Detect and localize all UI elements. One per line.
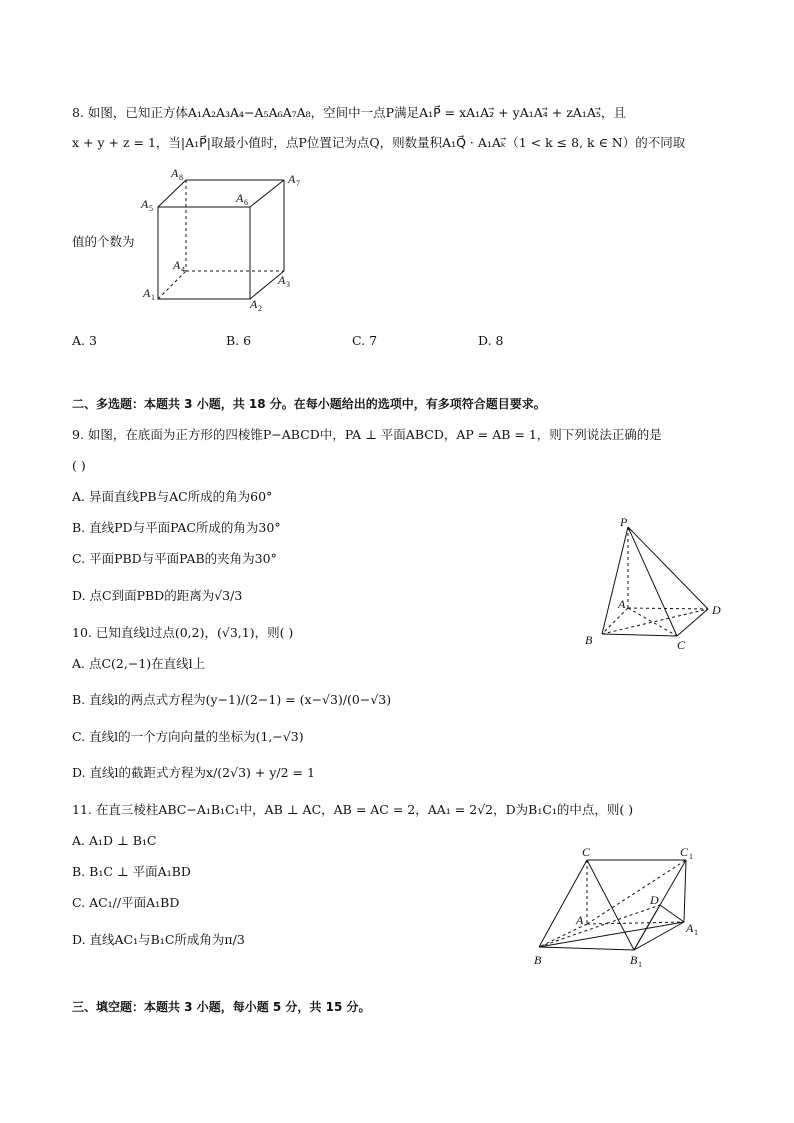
q10-stem: 10. 已知直线l过点(0,2)，(√3,1)，则( ) — [72, 625, 294, 640]
q9-option-b: B. 直线PD与平面PAC所成的角为30° — [72, 520, 281, 535]
label-a4-sub: 4 — [181, 265, 185, 274]
label-b1-sub: 1 — [638, 960, 642, 969]
label-b: B — [585, 633, 593, 647]
q10-option-c: C. 直线l的一个方向向量的坐标为(1,−√3) — [72, 729, 304, 744]
label-a8-sub: 8 — [179, 173, 183, 182]
label-p: P — [620, 515, 628, 529]
q11-option-a: A. A₁D ⊥ B₁C — [72, 833, 157, 848]
q8-option-c: C. 7 — [352, 333, 378, 348]
label-a6: A — [236, 191, 244, 205]
label-d: D — [650, 893, 659, 907]
label-b1: B — [630, 953, 638, 967]
section3-heading: 三、填空题：本题共 3 小题，每小题 5 分，共 15 分。 — [72, 1000, 371, 1014]
label-a1-sub: 1 — [151, 293, 155, 302]
label-a: A — [576, 913, 584, 927]
q10-option-d: D. 直线l的截距式方程为x/(2√3) + y/2 = 1 — [72, 765, 315, 780]
label-a3-sub: 3 — [286, 280, 290, 289]
label-a5-sub: 5 — [149, 204, 153, 213]
q8-option-b: B. 6 — [226, 333, 252, 348]
q8-stem-line3: 值的个数为 — [72, 234, 135, 249]
q11-option-d: D. 直线AC₁与B₁C所成角为π/3 — [72, 932, 245, 947]
label-a7-sub: 7 — [296, 179, 300, 188]
label-a6-sub: 6 — [244, 198, 248, 207]
q9-option-c: C. 平面PBD与平面PAB的夹角为30° — [72, 551, 277, 566]
label-d: D — [712, 603, 721, 617]
label-a8: A — [171, 166, 179, 180]
label-c: C — [582, 845, 591, 859]
label-c1-sub: 1 — [689, 852, 693, 861]
label-a3: A — [278, 273, 286, 287]
label-a2: A — [250, 297, 258, 311]
label-a1: A — [143, 286, 151, 300]
label-a1: A — [686, 921, 694, 935]
prism-figure — [524, 840, 714, 972]
q9-stem-line2: ( ) — [72, 458, 86, 473]
label-a1-sub: 1 — [694, 928, 698, 937]
pyramid-figure — [578, 512, 728, 652]
label-c1: C — [680, 845, 689, 859]
q8-option-a: A. 3 — [72, 333, 97, 348]
q9-stem-line1: 9. 如图，在底面为正方形的四棱锥P−ABCD中，PA ⊥ 平面ABCD，AP = AB = 1，则下列说法正确的是 — [72, 427, 662, 442]
q11-option-b: B. B₁C ⊥ 平面A₁BD — [72, 864, 191, 879]
label-a: A — [618, 597, 626, 611]
q9-option-d: D. 点C到面PBD的距离为√3/3 — [72, 588, 243, 603]
q11-stem: 11. 在直三棱柱ABC−A₁B₁C₁中，AB ⊥ AC，AB = AC = 2，AA₁ = 2√2，D为B₁C₁的中点，则( ) — [72, 802, 634, 817]
q11-option-c: C. AC₁//平面A₁BD — [72, 895, 180, 910]
q8-stem-line1: 8. 如图，已知正方体A₁A₂A₃A₄−A₅A₆A₇A₈，空间中一点P满足A₁P⃗ = xA₁A₂⃗ + yA₁A₄⃗ + zA₁A₅⃗，且 — [72, 105, 626, 120]
label-b: B — [534, 953, 542, 967]
section2-heading: 二、多选题：本题共 3 小题，共 18 分。在每小题给出的选项中，有多项符合题目要求。 — [72, 397, 546, 411]
label-a2-sub: 2 — [258, 304, 262, 313]
q9-option-a: A. 异面直线PB与AC所成的角为60° — [72, 489, 273, 504]
q8-option-d: D. 8 — [478, 333, 504, 348]
label-a5: A — [141, 197, 149, 211]
q10-option-a: A. 点C(2,−1)在直线l上 — [72, 656, 206, 671]
label-a7: A — [288, 172, 296, 186]
q10-option-b: B. 直线l的两点式方程为(y−1)/(2−1) = (x−√3)/(0−√3) — [72, 692, 392, 707]
label-a4: A — [173, 258, 181, 272]
label-c: C — [677, 638, 686, 652]
q8-stem-line2: x + y + z = 1，当|A₁P⃗|取最小值时，点P位置记为点Q，则数量积A₁Q⃗ · A₁Aₖ⃗（1 < k ≤ 8, k ∈ N）的不同取 — [72, 135, 686, 150]
cube-figure — [138, 163, 308, 315]
